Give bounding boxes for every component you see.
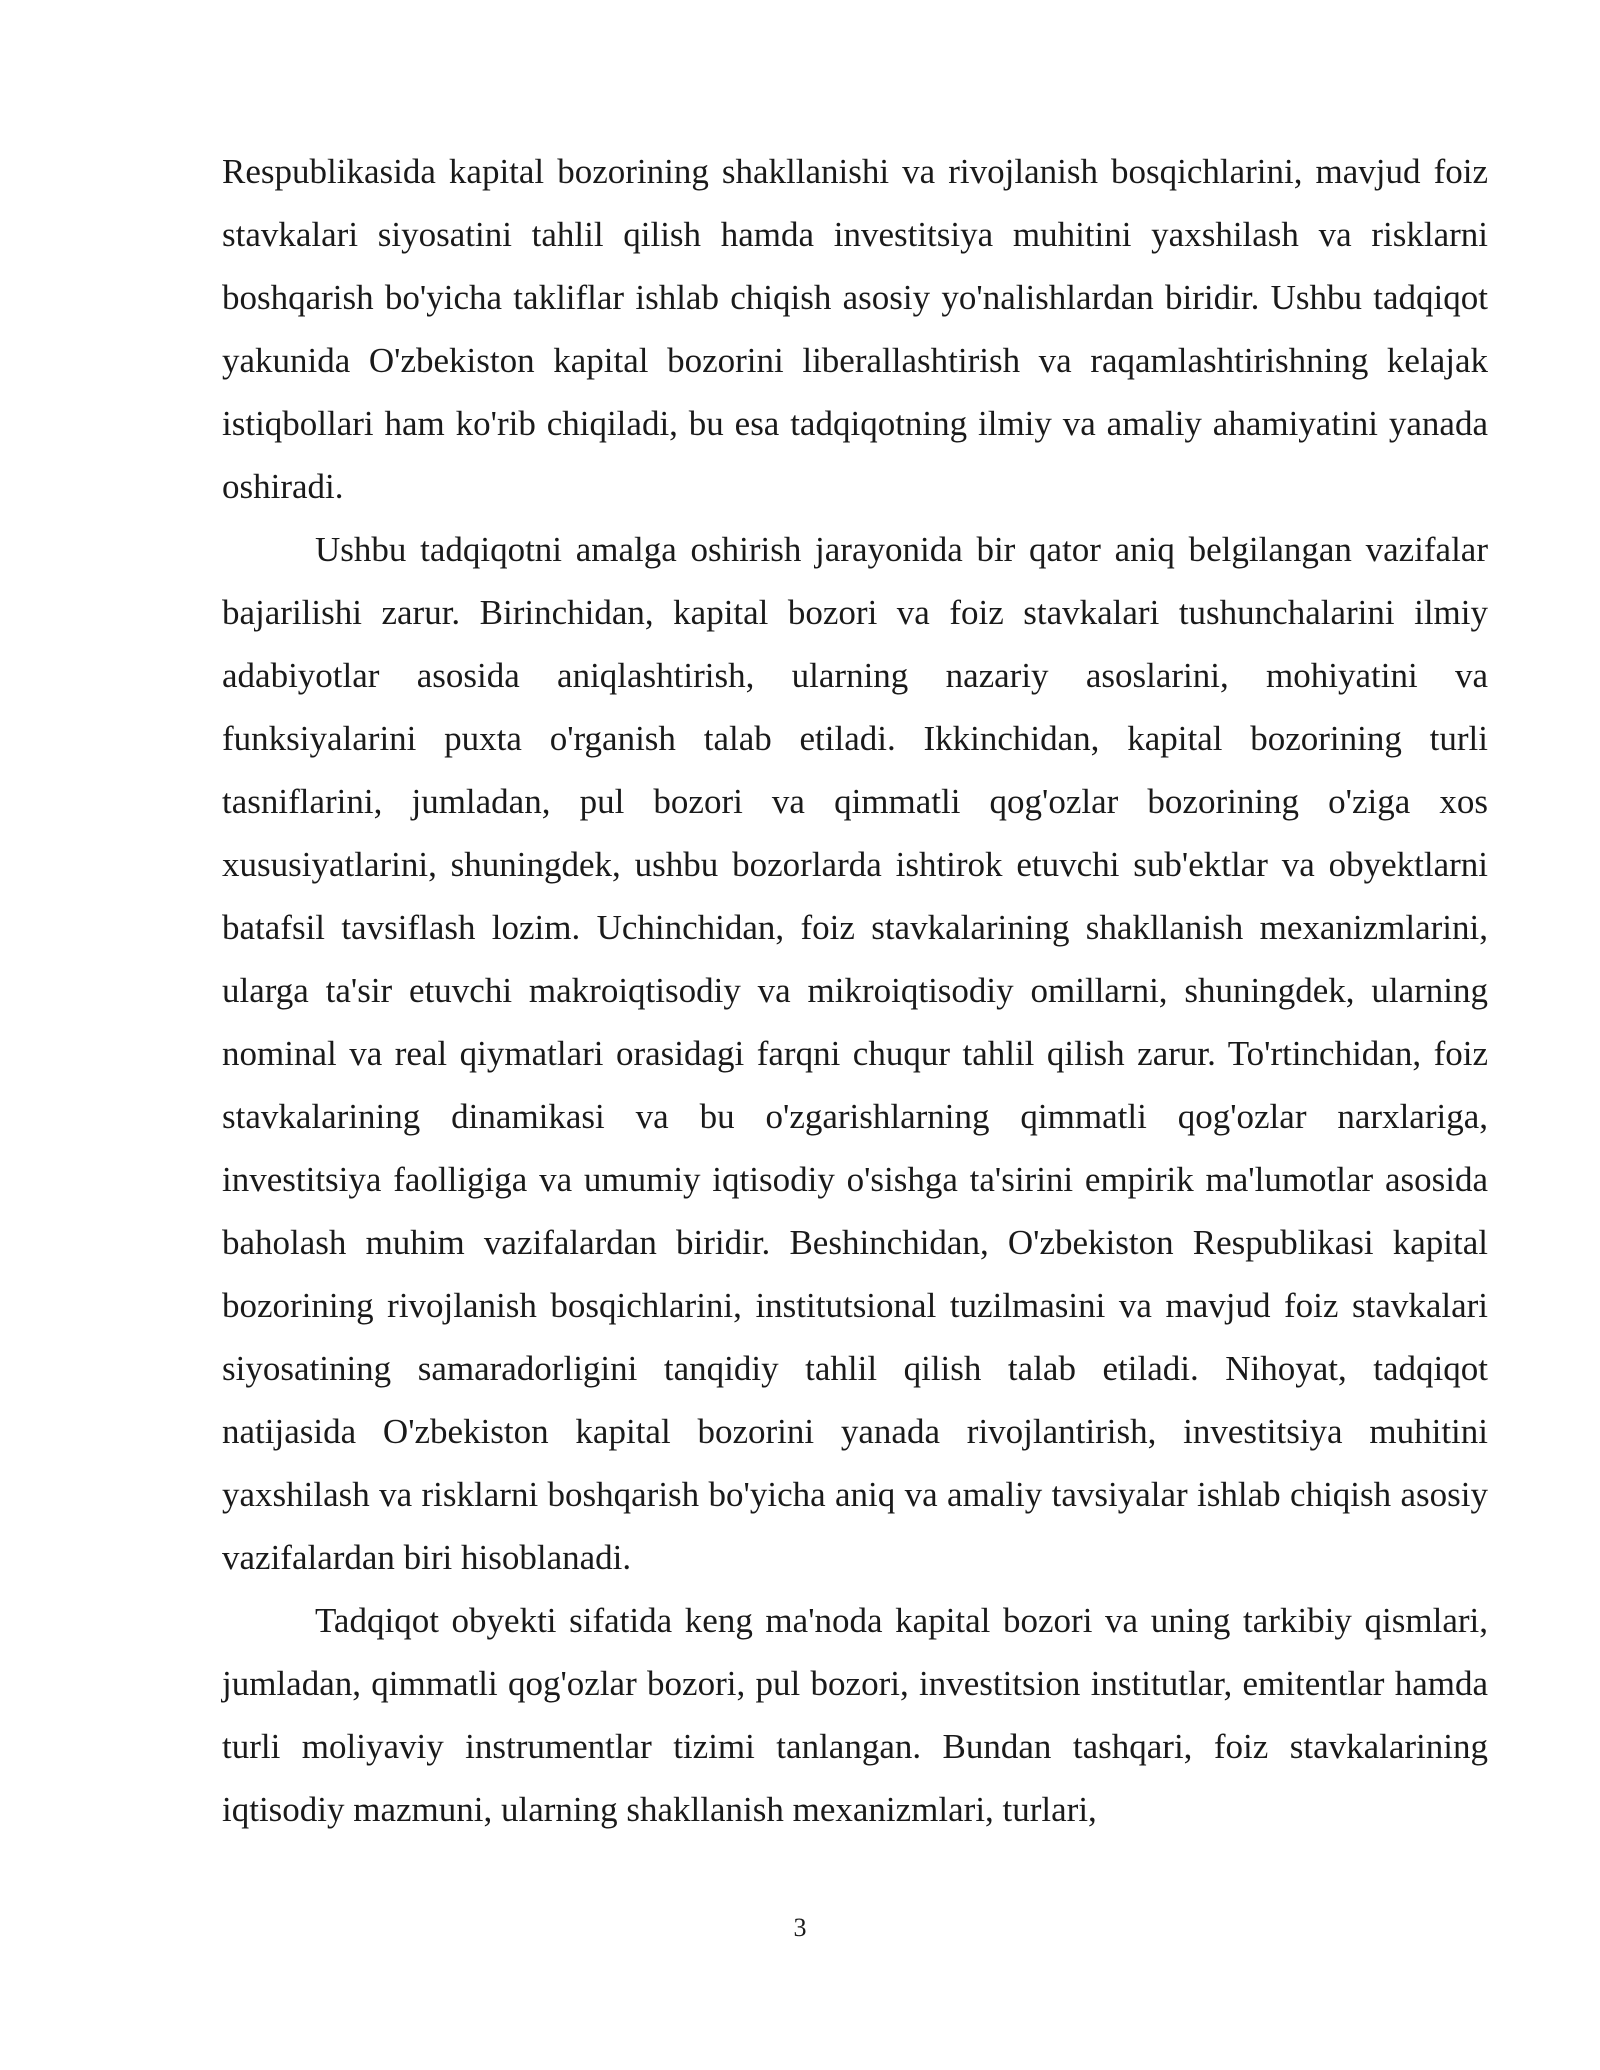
paragraph-research-object: Tadqiqot obyekti sifatida keng ma'noda kapital bozori va uning tarkibiy qismlari, jumladan, qimmatli qog'ozlar bozori, pul bozori, investitsion institutlar, emitentlar hamda turli moliyaviy instrumentlar tizimi tanlangan. Bundan tashqari, foiz stavkalarining iqtisodiy mazmuni, ularning shakllanish mexanizmlari, turlari, — [222, 1601, 1488, 1829]
paragraph-continuation: Respublikasida kapital bozorining shakllanishi va rivojlanish bosqichlarini, mavjud foiz stavkalari siyosatini tahlil qilish hamda investitsiya muhitini yaxshilash va risklarni boshqarish bo'yicha takliflar ishlab chiqish asosiy yo'nalishlardan biridir. Ushbu tadqiqot yakunida O'zbekiston kapital bozorini liberallashtirish va raqamlashtirishning kelajak istiqbollari ham ko'rib chiqiladi, bu esa tadqiqotning ilmiy va amaliy ahamiyatini yanada oshiradi. — [222, 152, 1488, 506]
page-number: 3 — [793, 1913, 807, 1942]
paragraph-tasks: Ushbu tadqiqotni amalga oshirish jarayonida bir qator aniq belgilangan vazifalar bajarilishi zarur. Birinchidan, kapital bozori va foiz stavkalari tushunchalarini ilmiy adabiyotlar asosida aniqlashtirish, ularning nazariy asoslarini, mohiyatini va funksiyalarini puxta o'rganish talab etiladi. Ikkinchidan, kapital bozorining turli tasniflarini, jumladan, pul bozori va qimmatli qog'ozlar bozorining o'ziga xos xususiyatlarini, shuningdek, ushbu bozorlarda ishtirok etuvchi sub'ektlar va obyektlarni batafsil tavsiflash lozim. Uchinchidan, foiz stavkalarining shakllanish mexanizmlarini, ularga ta'sir etuvchi makroiqtisodiy va mikroiqtisodiy omillarni, shuningdek, ularning nominal va real qiymatlari orasidagi farqni chuqur tahlil qilish zarur. To'rtinchidan, foiz stavkalarining dinamikasi va bu o'zgarishlarning qimmatli qog'ozlar narxlariga, investitsiya faolligiga va umumiy iqtisodiy o'sishga ta'sirini empirik ma'lumotlar asosida baholash muhim vazifalardan biridir. Beshinchidan, O'zbekiston Respublikasi kapital bozorining rivojlanish bosqichlarini, institutsional tuzilmasini va mavjud foiz stavkalari siyosatining samaradorligini tanqidiy tahlil qilish talab etiladi. Nihoyat, tadqiqot natijasida O'zbekiston kapital bozorini yanada rivojlantirish, investitsiya muhitini yaxshilash va risklarni boshqarish bo'yicha aniq va amaliy tavsiyalar ishlab chiqish asosiy vazifalardan biri hisoblanadi. — [222, 530, 1488, 1577]
body-text — [222, 140, 1488, 1841]
